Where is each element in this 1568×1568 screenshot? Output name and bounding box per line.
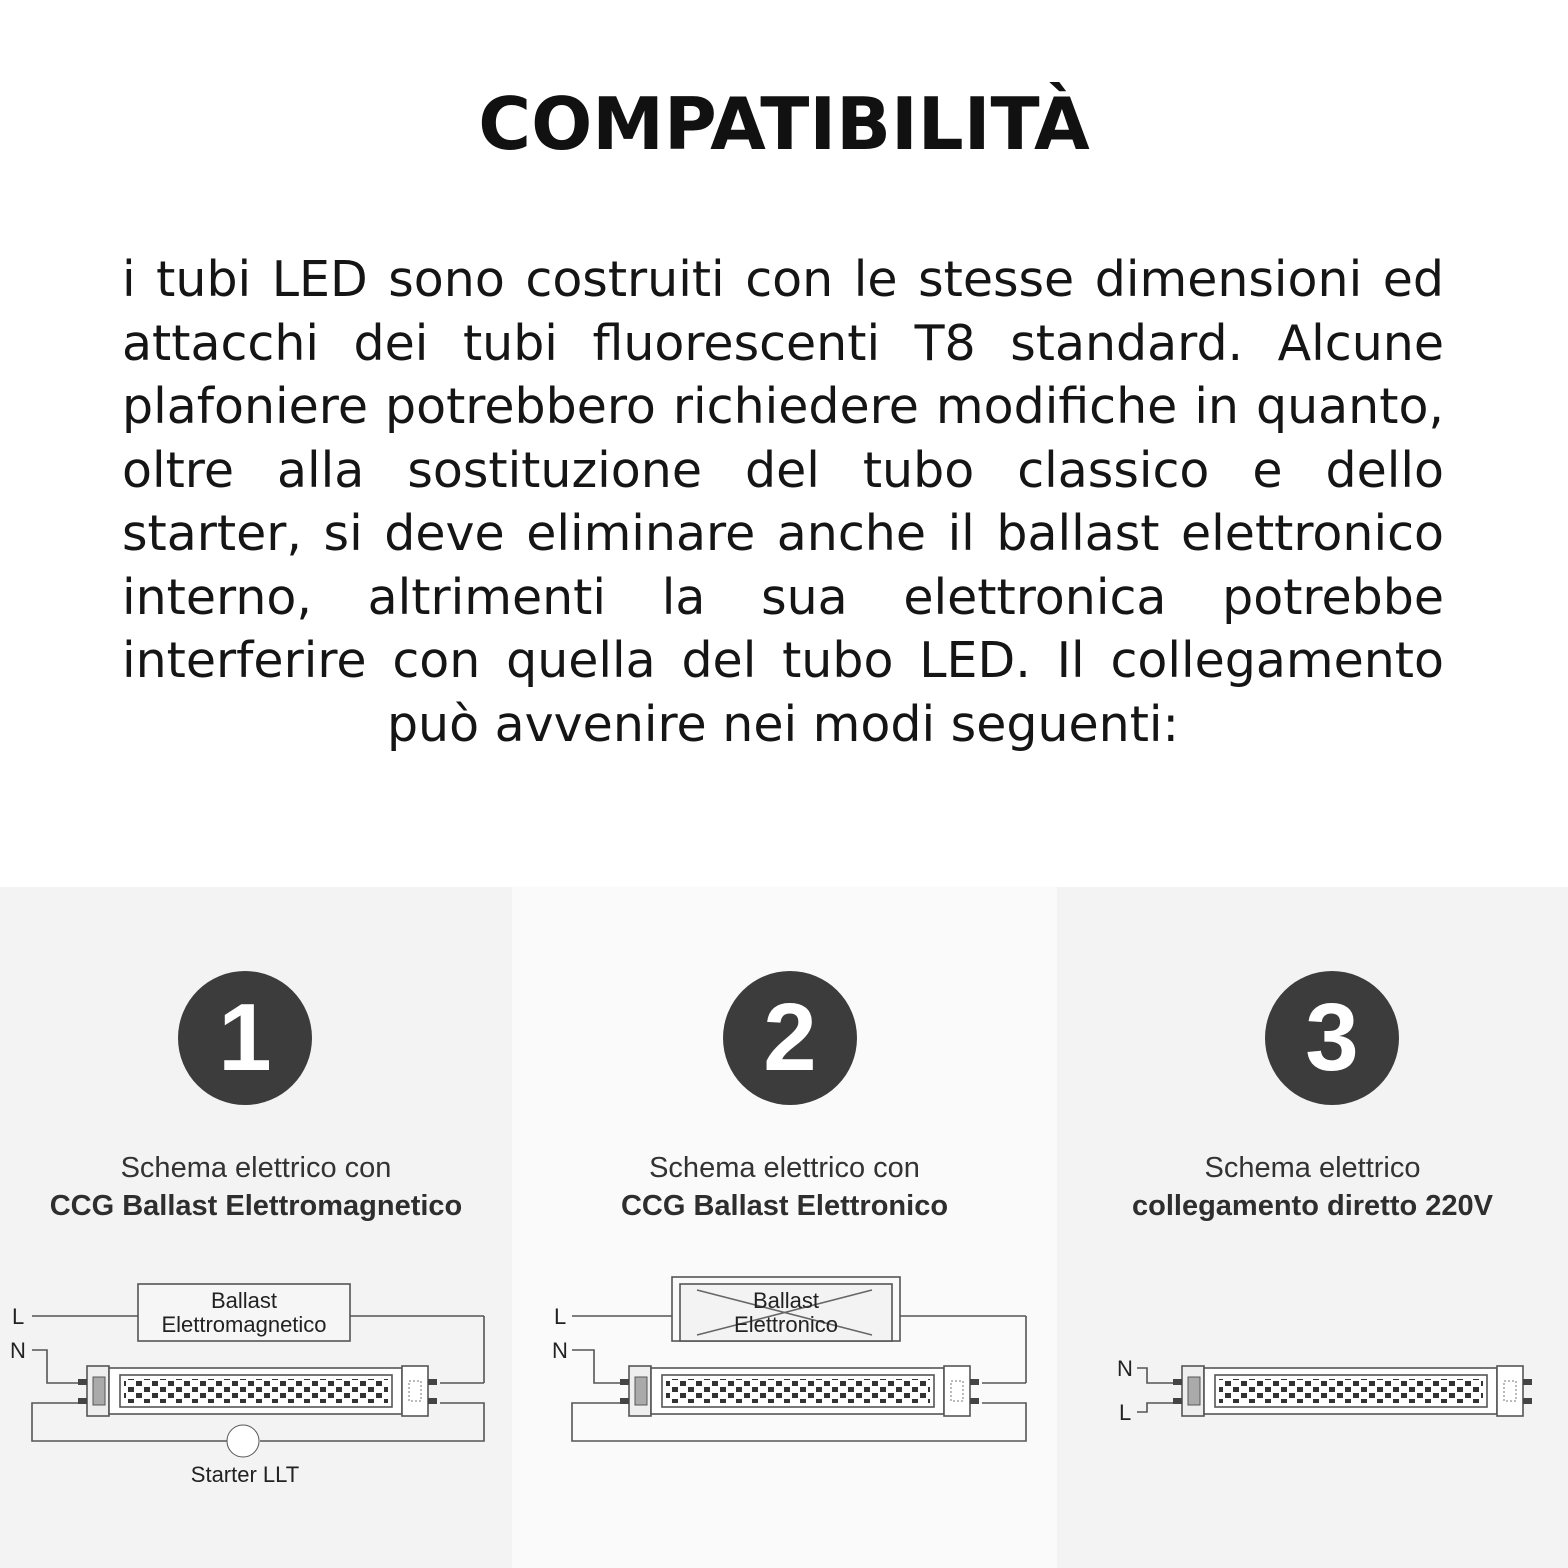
led-pattern (1219, 1379, 1483, 1403)
led-pattern (124, 1379, 388, 1403)
caption-line-1: Schema elettrico con (120, 1152, 392, 1184)
ballast-label-line-2: Elettronico (734, 1312, 838, 1337)
neutral-label: N (552, 1338, 568, 1363)
wiring-diagram (512, 1267, 1057, 1497)
live-label: L (554, 1304, 567, 1329)
caption-line-2: CCG Ballast Elettronico (620, 1190, 949, 1222)
led-pattern (666, 1379, 930, 1403)
neutral-label: N (10, 1338, 26, 1363)
page-title: COMPATIBILITÀ (478, 82, 1090, 166)
panel-direct-connection (1057, 887, 1568, 1568)
live-label: L (1119, 1400, 1132, 1425)
panel-caption (0, 1149, 512, 1225)
starter-label: Starter LLT (190, 1462, 300, 1487)
caption-line-1: Schema elettrico con (649, 1152, 920, 1184)
tube-right-cap (402, 1366, 428, 1416)
neutral-label: N (1117, 1356, 1133, 1381)
step-number-badge: 3 (1265, 971, 1399, 1105)
ballast-label-line-2: Elettromagnetico (161, 1312, 327, 1337)
panel-caption (512, 1149, 1057, 1225)
live-label: L (12, 1304, 25, 1329)
step-number-badge: 1 (178, 971, 312, 1105)
ballast-label-line-1: Ballast (210, 1288, 278, 1313)
wiring-diagram (0, 1267, 512, 1497)
intro-paragraph: i tubi LED sono costruiti con le stesse dimensioni ed attacchi dei tubi fluorescenti T8 standard. Alcune plafoniere potrebbero richiedere modifiche in quanto, oltre alla sostituzione del tubo classico e dello starter, si deve eliminare anche il ballast elettronico interno, altrimenti la sua elettronica potrebbe interferire con quella del tubo LED. Il collegamento può avvenire nei modi seguenti: (122, 251, 1444, 753)
step-number-badge: 2 (723, 971, 857, 1105)
ballast-label-line-1: Ballast (752, 1288, 820, 1313)
panel-caption (1057, 1149, 1568, 1225)
panel-ballast-electromagnetic (0, 887, 512, 1568)
starter-circle (227, 1425, 259, 1457)
caption-line-1: Schema elettrico (1204, 1152, 1421, 1184)
wiring-diagram (1057, 1267, 1568, 1497)
panel-ballast-electronic (512, 887, 1057, 1568)
caption-line-2: collegamento diretto 220V (1132, 1190, 1493, 1222)
caption-line-2: CCG Ballast Elettromagnetico (49, 1190, 463, 1222)
